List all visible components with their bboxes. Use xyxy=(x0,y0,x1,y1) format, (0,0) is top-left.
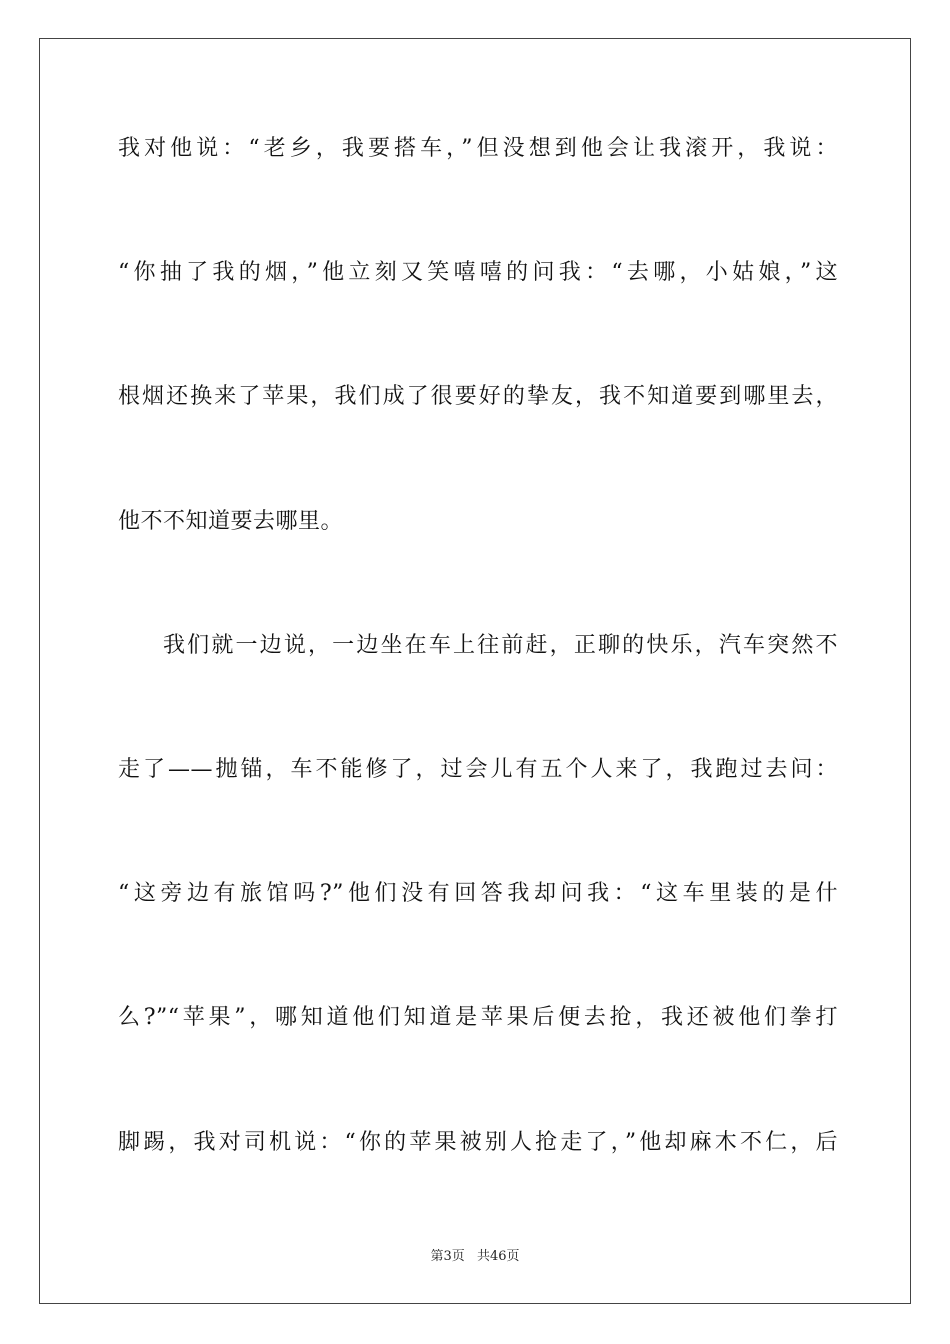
text-line-4: 他不不知道要去哪里。 xyxy=(118,509,344,534)
page-number: 第3页 xyxy=(430,1249,465,1264)
text-line-6: 走了——抛锚，车不能修了，过会儿有五个人来了，我跑过去问： xyxy=(118,757,838,782)
page-border xyxy=(39,38,911,1304)
text-line-1: 我对他说：“老乡，我要搭车，”但没想到他会让我滚开，我说： xyxy=(118,136,838,161)
page-footer xyxy=(0,1248,950,1266)
text-line-8: 么?”“苹果”，哪知道他们知道是苹果后便去抢，我还被他们拳打 xyxy=(118,1005,838,1030)
text-line-9: 脚踢，我对司机说：“你的苹果被别人抢走了，”他却麻木不仁，后 xyxy=(118,1130,838,1155)
text-line-5: 我们就一边说，一边坐在车上往前赶，正聊的快乐，汽车突然不 xyxy=(163,633,838,658)
text-line-2: “你抽了我的烟，”他立刻又笑嘻嘻的问我：“去哪，小姑娘，”这 xyxy=(118,260,838,285)
page-total: 共46页 xyxy=(476,1249,520,1264)
text-line-3: 根烟还换来了苹果，我们成了很要好的挚友，我不知道要到哪里去， xyxy=(118,384,838,409)
text-line-7: “这旁边有旅馆吗?”他们没有回答我却问我：“这车里装的是什 xyxy=(118,881,838,906)
